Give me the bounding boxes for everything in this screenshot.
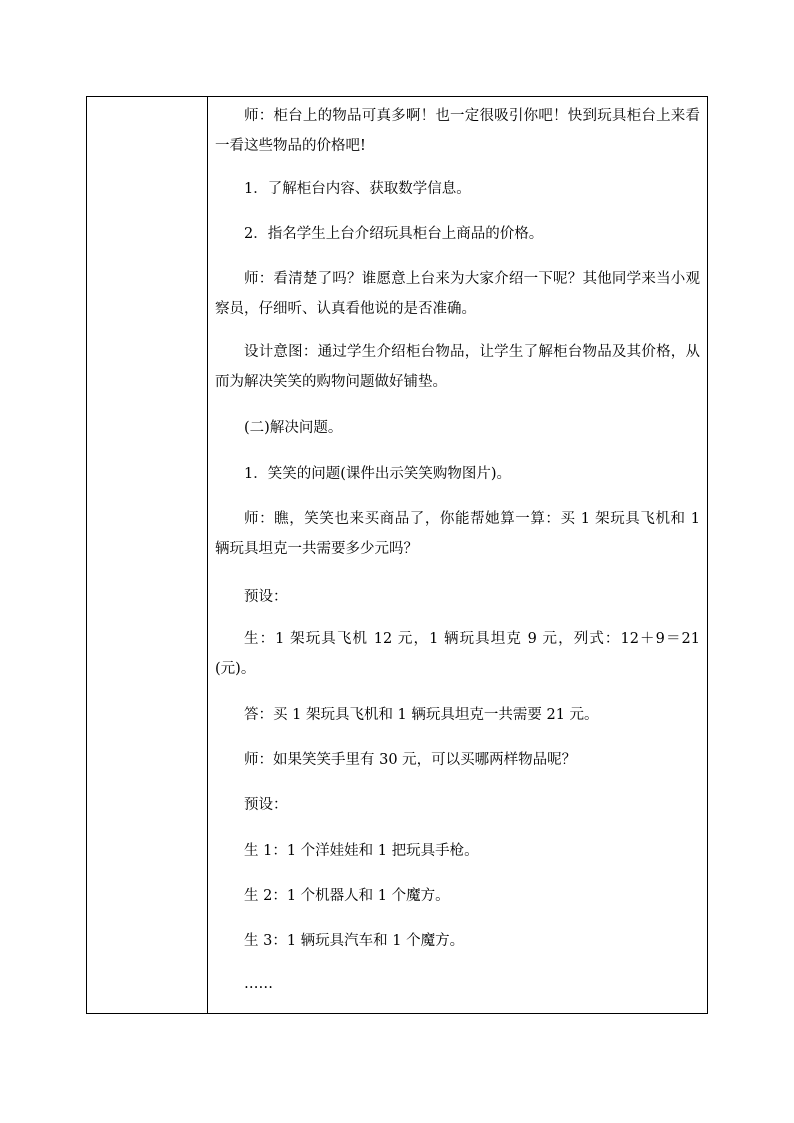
paragraph-step-2: 2．指名学生上台介绍玩具柜台上商品的价格。 [244,226,544,242]
paragraph-ellipsis: …… [244,976,273,992]
content-cell [208,97,707,1013]
left-column-cell [87,97,208,1013]
paragraph-design-intent: 设计意图：通过学生介绍柜台物品，让学生了解柜台物品及其价格，从而为解决笑笑的购物问题做好铺垫。 [215,344,700,390]
paragraph-problem-1: 1．笑笑的问题(课件出示笑笑购物图片)。 [244,466,512,482]
paragraph-teacher-problem: 师：瞧，笑笑也来买商品了，你能帮她算一算：买 1 架玩具飞机和 1 辆玩具坦克一共需要多少元吗？ [215,511,705,557]
paragraph-answer: 答：买 1 架玩具飞机和 1 辆玩具坦克一共需要 21 元。 [244,707,599,723]
paragraph-teacher-followup: 师：如果笑笑手里有 30 元，可以买哪两样物品呢？ [244,752,577,768]
paragraph-preset-2: 预设： [244,797,288,813]
paragraph-teacher-question: 师：看清楚了吗？谁愿意上台来为大家介绍一下呢？其他同学来当小观察员，仔细听、认真看他说的是否准确。 [215,271,700,317]
paragraph-student-2: 生 2：1 个机器人和 1 个魔方。 [244,888,450,904]
paragraph-student-1: 生 1：1 个洋娃娃和 1 把玩具手枪。 [244,843,479,859]
paragraph-student-answer: 生：1 架玩具飞机 12 元，1 辆玩具坦克 9 元，列式：12＋9＝21(元)。 [215,631,700,677]
paragraph-teacher-intro: 师：柜台上的物品可真多啊！也一定很吸引你吧！快到玩具柜台上来看一看这些物品的价格吧! [215,108,700,154]
lesson-table [86,96,708,1014]
paragraph-step-1: 1．了解柜台内容、获取数学信息。 [244,181,471,197]
paragraph-student-3: 生 3：1 辆玩具汽车和 1 个魔方。 [244,933,465,949]
paragraph-section-heading: (二)解决问题。 [244,420,343,436]
paragraph-preset-1: 预设： [244,589,288,605]
